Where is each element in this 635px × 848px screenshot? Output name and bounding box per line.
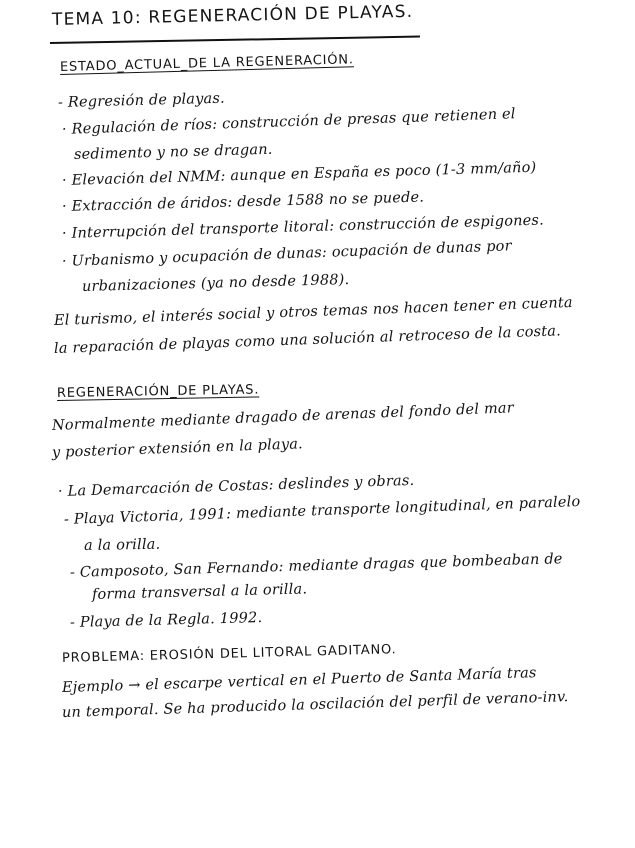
note-line: · La Demarcación de Costas: deslindes y obras. <box>57 472 415 500</box>
note-line: y posterior extensión en la playa. <box>51 436 304 461</box>
note-line: - Playa de la Regla. 1992. <box>69 609 263 631</box>
note-line: forma transversal a la orilla. <box>91 581 308 603</box>
note-line: sedimento y no se dragan. <box>73 141 273 163</box>
note-line: El turismo, el interés social y otros temas nos hacen tener en cuenta <box>53 294 573 329</box>
note-line: · Extracción de áridos: desde 1588 no se puede. <box>61 189 425 215</box>
note-line: - Camposoto, San Fernando: mediante dragas que bombeaban de <box>69 551 563 581</box>
page-title: TEMA 10: REGENERACIÓN DE PLAYAS. <box>51 1 414 30</box>
section-heading-estado-actual: ESTADO_ACTUAL_DE LA REGENERACIÓN. <box>59 52 354 75</box>
note-line: Ejemplo → el escarpe vertical en el Puerto de Santa María tras <box>61 665 537 696</box>
section-heading-regeneracion: REGENERACIÓN_DE PLAYAS. <box>56 382 260 401</box>
note-line: urbanizaciones (ya no desde 1988). <box>81 272 350 295</box>
title-underline <box>50 36 420 44</box>
note-line: un temporal. Se ha producido la oscilación del perfil de verano-inv. <box>61 689 569 721</box>
note-line: - Regresión de playas. <box>57 90 226 111</box>
note-line: a la orilla. <box>83 536 161 554</box>
note-line: la reparación de playas como una solución al retroceso de la costa. <box>53 323 562 357</box>
note-line: - Playa Victoria, 1991: mediante transporte longitudinal, en paralelo <box>63 493 581 528</box>
note-line: Normalmente mediante dragado de arenas del fondo del mar <box>51 400 515 434</box>
note-line: · Urbanismo y ocupación de dunas: ocupación de dunas por <box>61 238 513 270</box>
section-heading-problema: PROBLEMA: EROSIÓN DEL LITORAL GADITANO. <box>61 642 397 666</box>
note-line: · Regulación de ríos: construcción de presas que retienen el <box>61 106 516 138</box>
note-line: · Elevación del NMM: aunque en España es poco (1-3 mm/año) <box>61 159 537 189</box>
note-line: · Interrupción del transporte litoral: construcción de espigones. <box>61 212 545 242</box>
